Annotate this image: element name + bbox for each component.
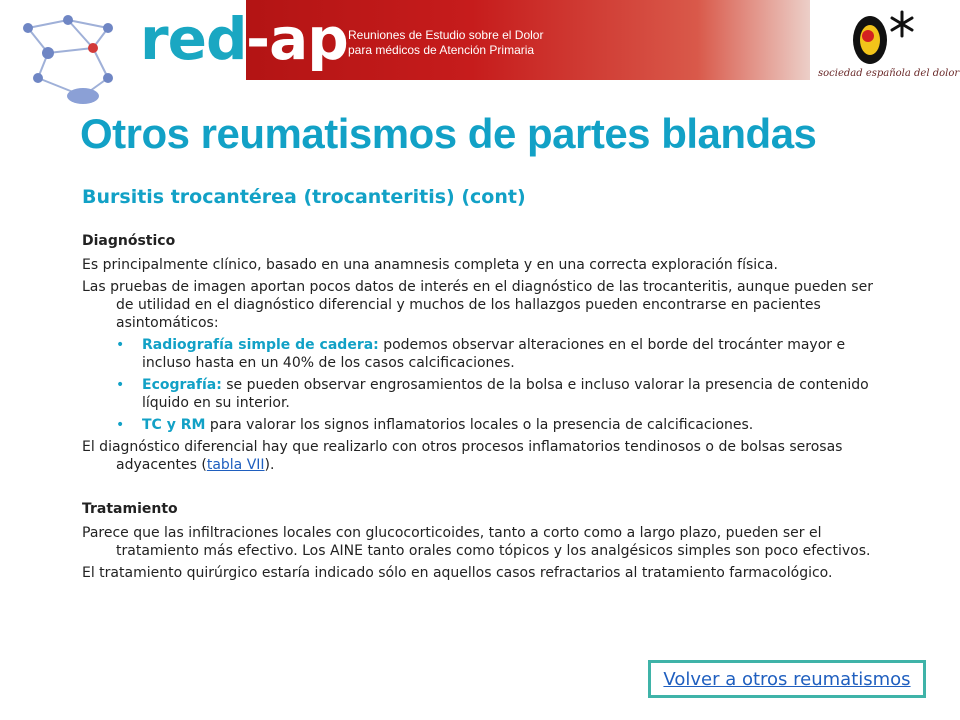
bullet-icon: • [116,377,125,393]
tabla-vii-link[interactable]: tabla VII [206,457,265,473]
diagnostico-paragraph-1: Es principalmente clínico, basado en una anamnesis completa y en una correcta exploración física. [82,257,778,273]
bullet-icon: • [116,417,125,433]
network-molecule-icon [8,8,138,108]
list-item [82,376,892,412]
content-body [82,232,892,586]
society-logo-icon [812,6,952,92]
tratamiento-paragraph-1: Parece que las infiltraciones locales con glucocorticoides, tanto a corto como a largo plazo, pueden ser el tratamiento más efectivo. Los AINE tanto orales como tópicos y los analgésicos simples son poco efectivos. [82,525,871,559]
differential-close: ). [264,457,275,473]
header-banner [0,0,960,80]
brand-ap-text: -ap [246,5,348,73]
differential-text: El diagnóstico diferencial hay que realizarlo con otros procesos inflamatorios tendinosos o de bolsas serosas adyacentes ( [82,439,843,473]
bullet-term: TC y RM [142,417,206,433]
list-item [82,416,892,434]
list-item [82,336,892,372]
imaging-list [82,336,892,434]
brand-red-text: red [140,5,247,73]
bullet-term: Radiografía simple de cadera: [142,337,379,353]
tratamiento-paragraph-2: El tratamiento quirúrgico estaría indicado sólo en aquellos casos refractarios al tratamiento farmacológico. [82,565,833,581]
bullet-text: se pueden observar engrosamientos de la bolsa e incluso valorar la presencia de contenido líquido en su interior. [142,377,869,411]
bullet-icon: • [116,337,125,353]
bullet-term: Ecografía: [142,377,222,393]
tagline [348,28,543,58]
tagline-line1: Reuniones de Estudio sobre el Dolor [348,28,544,42]
diagnostico-paragraph-2: Las pruebas de imagen aportan pocos datos de interés en el diagnóstico de las trocanteritis, aunque pueden ser de utilidad en el diagnóstico diferencial y muchos de los hallazgos pueden encontrarse en pacientes asintomáticos: [82,279,873,331]
tratamiento-heading: Tratamiento [82,501,178,517]
section-spacer [82,478,892,500]
page-title: Otros reumatismos de partes blandas [80,110,817,157]
section-subtitle: Bursitis trocantérea (trocanteritis) (cont) [82,186,526,208]
diagnostico-heading: Diagnóstico [82,233,176,249]
society-name: sociedad española del dolor [818,68,960,79]
back-to-reumatismos-button[interactable]: Volver a otros reumatismos [648,660,926,698]
diagnostico-paragraph-3 [82,438,892,474]
bullet-text: podemos observar alteraciones en el borde del trocánter mayor e incluso hasta en un 40% de los casos calcificaciones. [142,337,846,371]
bullet-text: para valorar los signos inflamatorios locales o la presencia de calcificaciones. [205,417,754,433]
tagline-line2: para médicos de Atención Primaria [348,43,535,57]
